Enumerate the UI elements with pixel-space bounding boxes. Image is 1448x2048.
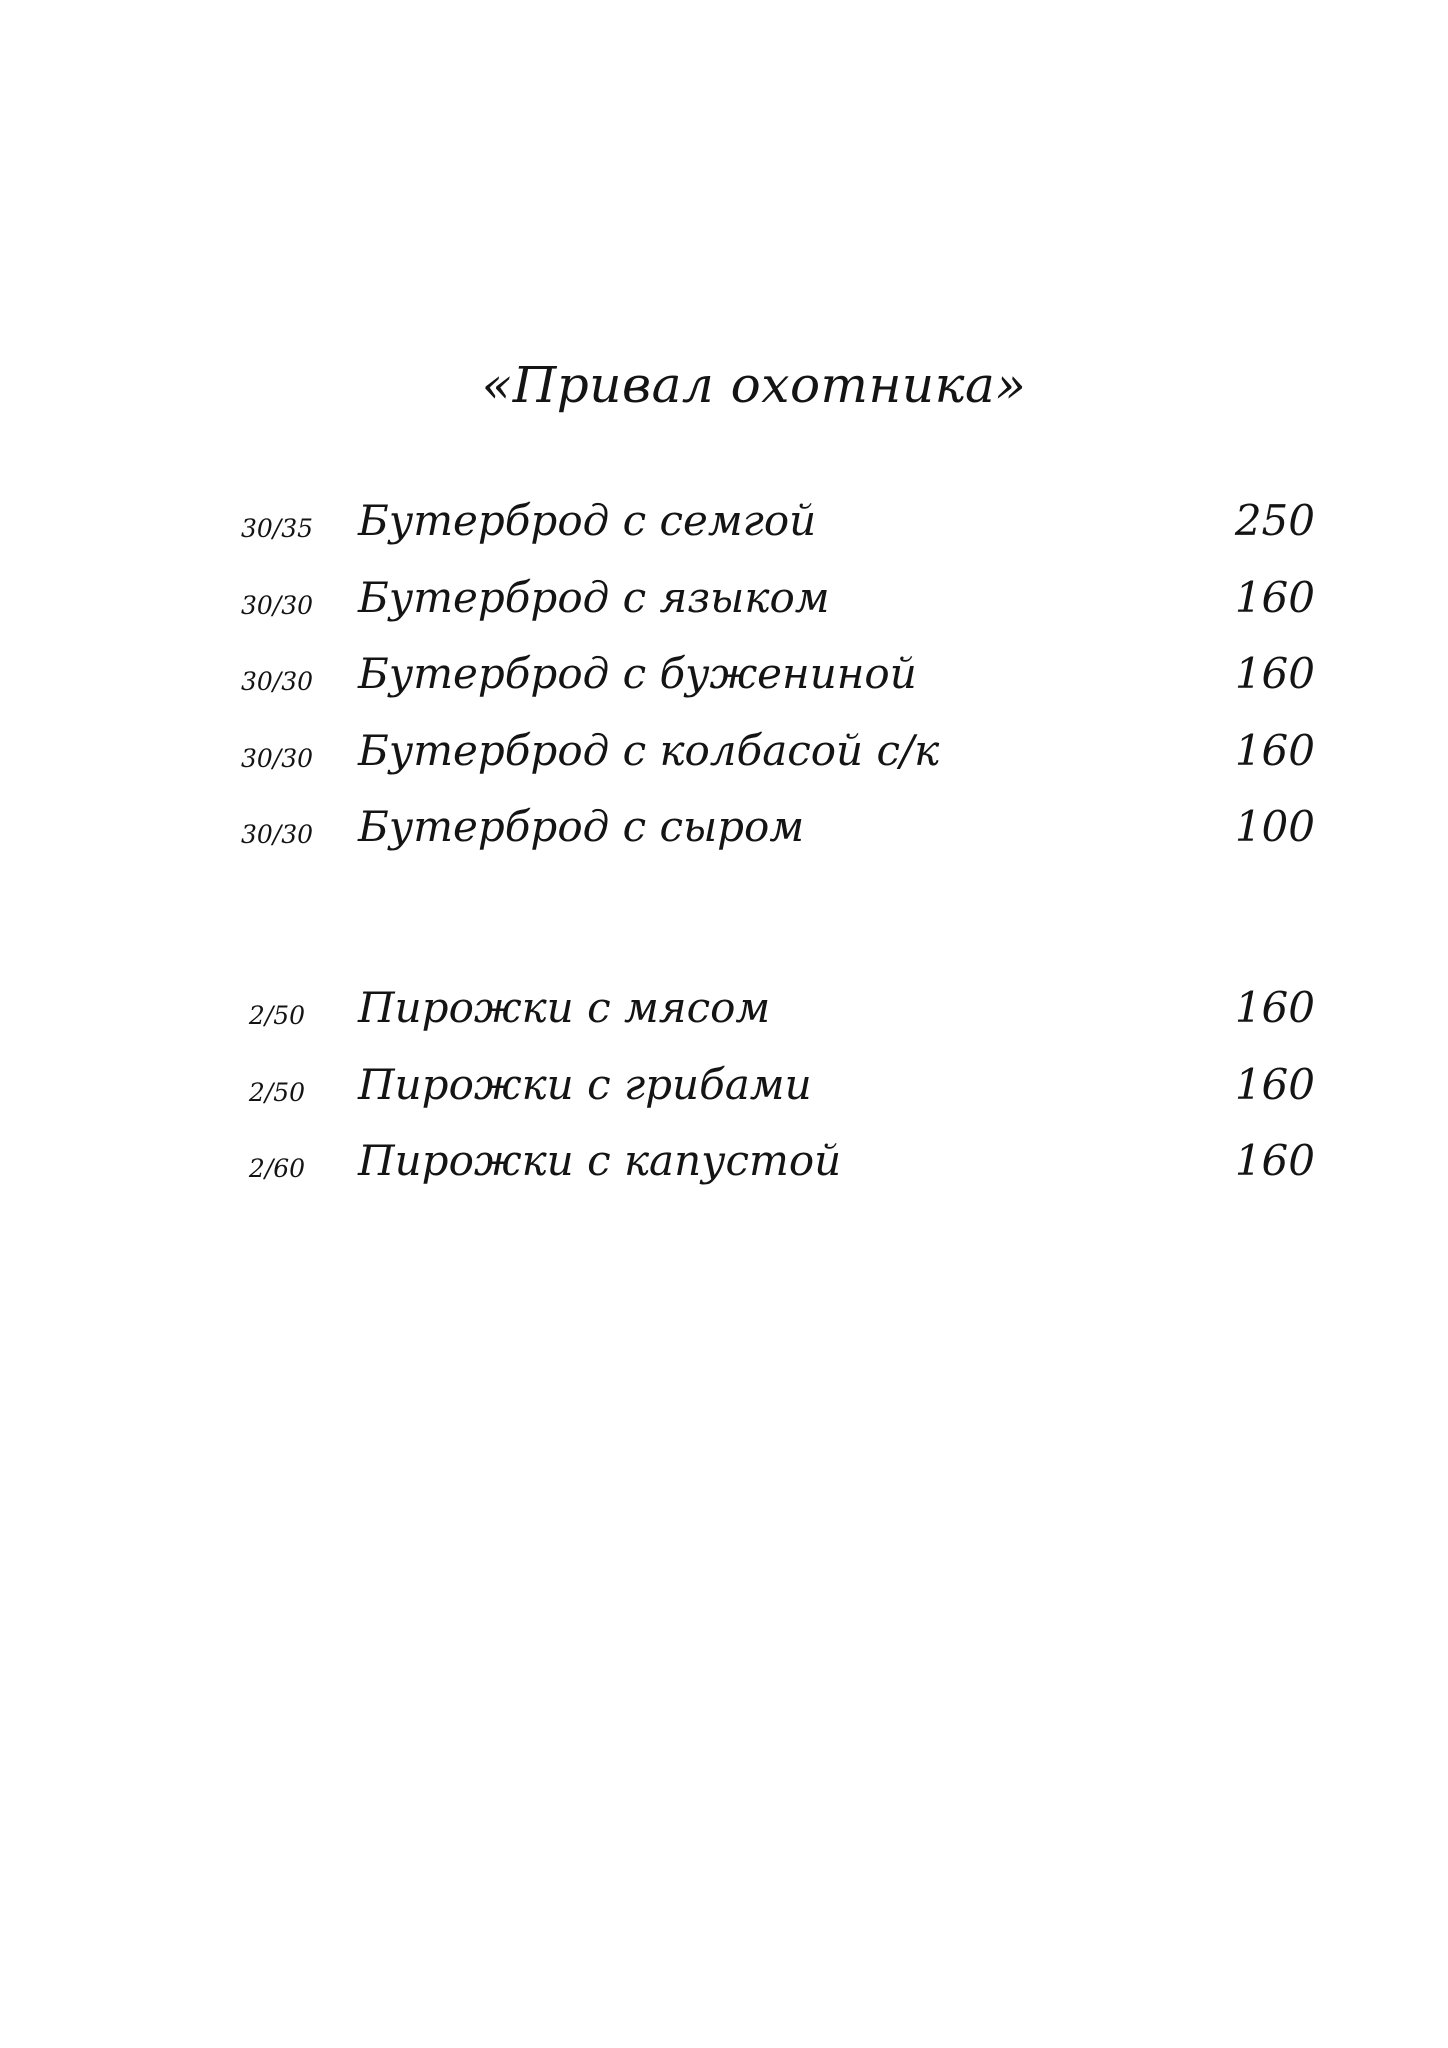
menu-item: [0, 485, 1448, 562]
item-name: Пирожки с мясом: [358, 983, 771, 1032]
item-weight: 2/50: [248, 1077, 306, 1107]
item-price: 250: [1234, 496, 1315, 545]
menu-title: «Привал охотника»: [481, 356, 1027, 414]
menu-item: [0, 638, 1448, 715]
item-price: 160: [1234, 1136, 1315, 1185]
item-name: Бутерброд с сыром: [358, 802, 805, 851]
item-price: 160: [1234, 1059, 1315, 1109]
item-price: 160: [1234, 725, 1315, 775]
item-weight: 2/60: [248, 1154, 306, 1183]
item-name: Пирожки с капустой: [358, 1136, 842, 1185]
item-weight: 30/30: [240, 743, 314, 773]
item-name: Пирожки с грибами: [358, 1059, 812, 1109]
item-price: 160: [1234, 983, 1315, 1032]
menu-item: [0, 972, 1448, 1049]
menu-item: [0, 1049, 1448, 1126]
item-weight: 30/30: [240, 667, 314, 696]
menu-section-sandwiches: [0, 485, 1448, 868]
item-weight: 30/30: [240, 590, 314, 620]
item-name: Бутерброд с колбасой с/к: [358, 725, 940, 775]
menu-section-pies: [0, 972, 1448, 1202]
menu-item: [0, 715, 1448, 792]
item-price: 160: [1234, 649, 1315, 698]
item-name: Бутерброд с бужениной: [358, 649, 917, 698]
item-price: 100: [1234, 802, 1315, 851]
menu-item: [0, 562, 1448, 639]
menu-item: [0, 1125, 1448, 1202]
item-weight: 30/35: [240, 514, 314, 543]
item-name: Бутерброд с языком: [358, 572, 830, 622]
item-weight: 2/50: [248, 1001, 306, 1030]
item-name: Бутерброд с семгой: [358, 496, 817, 545]
item-price: 160: [1234, 572, 1315, 622]
item-weight: 30/30: [240, 820, 314, 849]
menu-item: [0, 791, 1448, 868]
